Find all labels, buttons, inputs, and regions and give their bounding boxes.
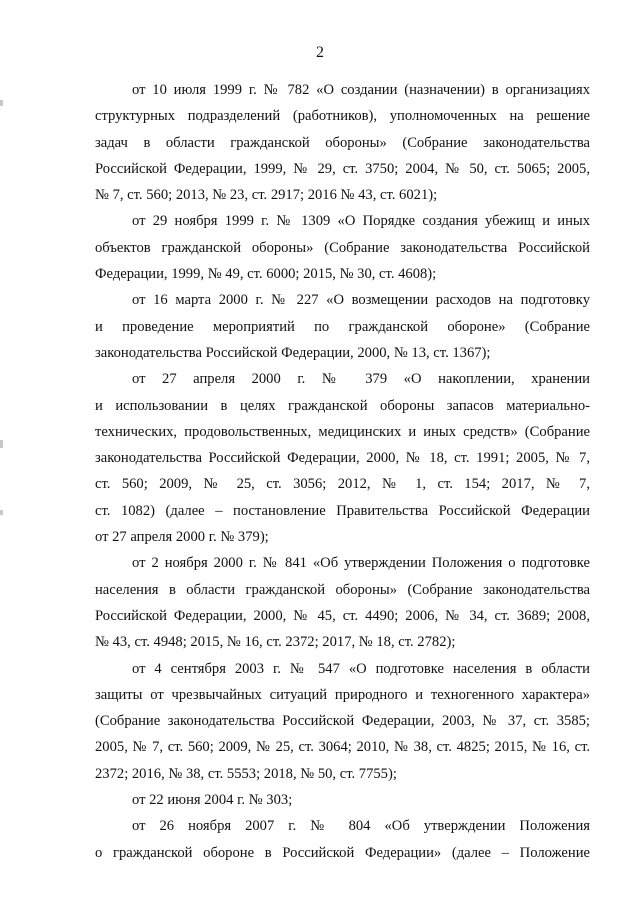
document-body [95,77,590,866]
page-number: 2 [316,44,324,61]
text-line: 2372; 2016, № 38, ст. 5553; 2018, № 50, ст. 7755); [95,765,397,782]
text-line: о гражданской обороне в Российской Федерации» (далее – Положение [95,844,590,861]
text-line: ст. 1082) (далее – постановление Правительства Российской Федерации [95,502,590,519]
text-line: от 27 апреля 2000 г. № 379); [95,529,269,546]
text-line: № 7, ст. 560; 2013, № 23, ст. 2917; 2016 № 43, ст. 6021); [95,187,438,204]
text-line: от 16 марта 2000 г. № 227 «О возмещении расходов на подготовку [132,292,590,309]
paragraph [95,208,590,287]
text-line: структурных подразделений (работников), уполномоченных на решение [95,108,590,125]
text-line: населения в области гражданской обороны» (Собрание законодательства [95,581,590,598]
paragraph [95,813,590,866]
text-line: от 22 июня 2004 г. № 303; [132,792,293,809]
text-line: от 10 июля 1999 г. № 782 «О создании (назначении) в организациях [132,82,590,98]
text-line: от 4 сентября 2003 г. № 547 «О подготовке населения в области [132,660,590,677]
paragraph [95,656,590,787]
text-line: № 43, ст. 4948; 2015, № 16, ст. 2372; 2017, № 18, ст. 2782); [95,634,456,651]
text-line: и проведение мероприятий по гражданской обороне» (Собрание [95,318,590,335]
text-line: законодательства Российской Федерации, 2000, № 13, ст. 1367); [95,344,491,361]
text-line: законодательства Российской Федерации, 2000, № 18, ст. 1991; 2005, № 7, [95,450,590,467]
paragraph [95,366,590,550]
paragraph [95,550,590,655]
text-line: от 29 ноября 1999 г. № 1309 «О Порядке создания убежищ и иных [132,213,590,230]
text-line: Федерации, 1999, № 49, ст. 6000; 2015, № 30, ст. 4608); [95,266,437,283]
text-line: ст. 560; 2009, № 25, ст. 3056; 2012, № 1, ст. 154; 2017, № 7, [95,476,590,493]
text-line: и использовании в целях гражданской обороны запасов материально- [95,397,590,414]
text-line: задач в области гражданской обороны» (Собрание законодательства [95,134,590,151]
scan-margin-marks [0,80,4,780]
text-line: от 2 ноября 2000 г. № 841 «Об утверждении Положения о подготовке [132,555,590,572]
text-line: технических, продовольственных, медицинских и иных средств» (Собрание [95,423,590,440]
text-line: объектов гражданской обороны» (Собрание законодательства Российской [95,239,590,256]
paragraph [95,787,590,813]
text-line: Российской Федерации, 2000, № 45, ст. 4490; 2006, № 34, ст. 3689; 2008, [95,607,590,624]
paragraph [95,77,590,208]
text-line: от 27 апреля 2000 г. № 379 «О накоплении, хранении [132,371,590,388]
text-line: защиты от чрезвычайных ситуаций природного и техногенного характера» [95,686,590,703]
text-line: (Собрание законодательства Российской Федерации, 2003, № 37, ст. 3585; [95,713,590,730]
text-line: 2005, № 7, ст. 560; 2009, № 25, ст. 3064; 2010, № 38, ст. 4825; 2015, № 16, ст. [95,739,590,756]
paragraph [95,287,590,366]
text-line: от 26 ноября 2007 г. № 804 «Об утверждении Положения [132,818,590,835]
text-line: Российской Федерации, 1999, № 29, ст. 3750; 2004, № 50, ст. 5065; 2005, [95,160,590,177]
